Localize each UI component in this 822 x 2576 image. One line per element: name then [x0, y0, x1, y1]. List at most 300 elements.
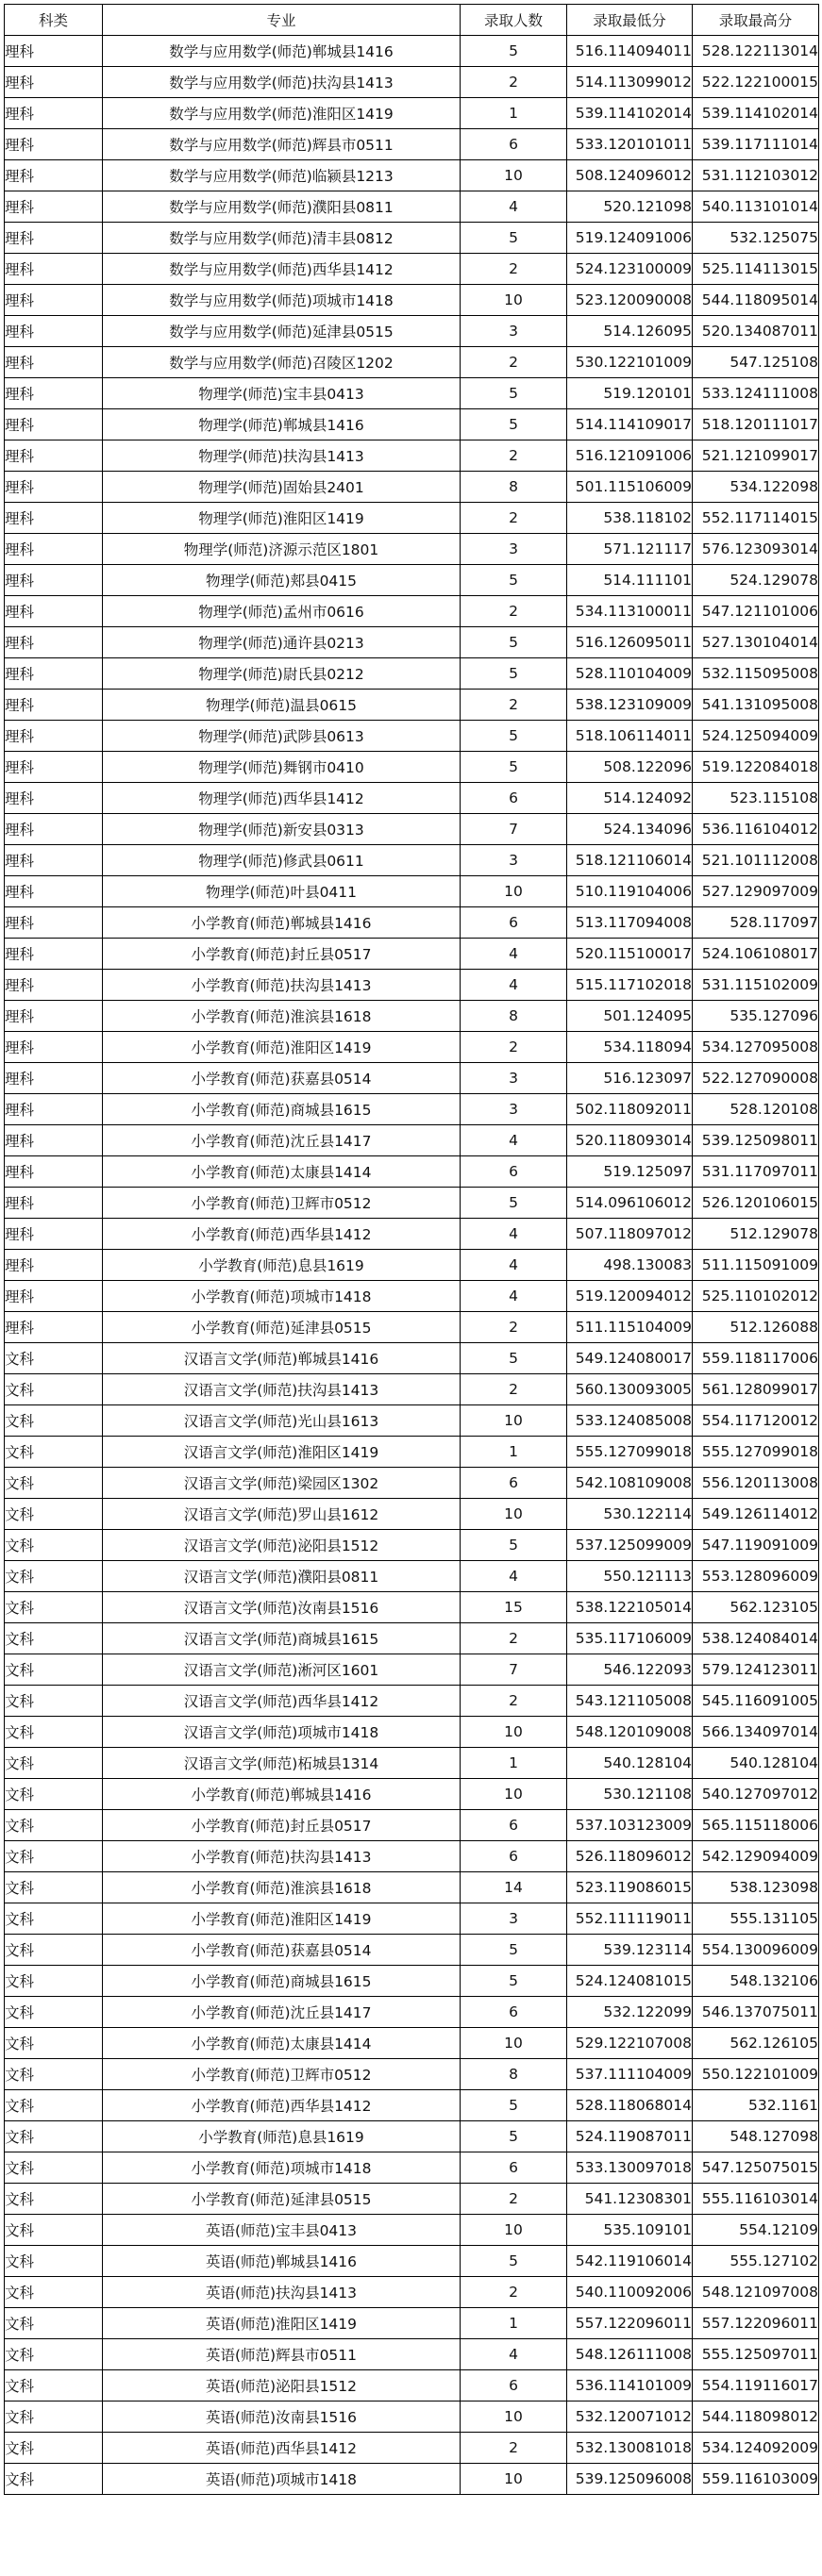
cell-min-score: 537.125099009 [567, 1530, 693, 1561]
cell-max-score: 547.125075015 [693, 2152, 819, 2184]
cell-major: 物理学(师范)修武县0611 [103, 845, 461, 876]
cell-major: 物理学(师范)武陟县0613 [103, 721, 461, 752]
cell-category: 理科 [5, 1063, 103, 1094]
table-row [5, 129, 819, 160]
cell-admitted-count: 5 [461, 2090, 567, 2121]
cell-min-score: 538.122105014 [567, 1592, 693, 1623]
cell-category: 理科 [5, 378, 103, 409]
cell-max-score: 534.124092009 [693, 2433, 819, 2464]
cell-admitted-count: 5 [461, 36, 567, 67]
cell-min-score: 542.119106014 [567, 2246, 693, 2277]
cell-max-score: 550.122101009 [693, 2059, 819, 2090]
cell-min-score: 540.110092006 [567, 2277, 693, 2308]
cell-admitted-count: 10 [461, 876, 567, 907]
cell-min-score: 532.122099 [567, 1997, 693, 2028]
cell-category: 文科 [5, 2433, 103, 2464]
cell-major: 数学与应用数学(师范)召陵区1202 [103, 347, 461, 378]
cell-major: 英语(师范)汝南县1516 [103, 2401, 461, 2433]
cell-major: 物理学(师范)固始县2401 [103, 472, 461, 503]
table-row [5, 409, 819, 440]
cell-max-score: 539.125098011 [693, 1125, 819, 1156]
cell-major: 汉语言文学(师范)商城县1615 [103, 1623, 461, 1654]
table-row [5, 2277, 819, 2308]
cell-major: 小学教育(师范)扶沟县1413 [103, 1841, 461, 1872]
table-row [5, 565, 819, 596]
cell-max-score: 540.113101014 [693, 191, 819, 223]
table-row [5, 939, 819, 970]
cell-max-score: 561.128099017 [693, 1374, 819, 1405]
cell-major: 英语(师范)郸城县1416 [103, 2246, 461, 2277]
cell-major: 汉语言文学(师范)光山县1613 [103, 1405, 461, 1437]
cell-category: 理科 [5, 223, 103, 254]
cell-min-score: 520.118093014 [567, 1125, 693, 1156]
cell-max-score: 520.134087011 [693, 316, 819, 347]
cell-major: 数学与应用数学(师范)扶沟县1413 [103, 67, 461, 98]
cell-major: 物理学(师范)郸城县1416 [103, 409, 461, 440]
cell-min-score: 508.124096012 [567, 160, 693, 191]
cell-max-score: 534.122098 [693, 472, 819, 503]
cell-admitted-count: 10 [461, 2215, 567, 2246]
cell-category: 理科 [5, 596, 103, 627]
table-row [5, 2308, 819, 2339]
cell-max-score: 548.132106 [693, 1966, 819, 1997]
cell-min-score: 519.125097 [567, 1156, 693, 1188]
table-row [5, 2246, 819, 2277]
table-row [5, 472, 819, 503]
cell-max-score: 531.112103012 [693, 160, 819, 191]
cell-min-score: 555.127099018 [567, 1437, 693, 1468]
table-row [5, 627, 819, 658]
cell-major: 物理学(师范)叶县0411 [103, 876, 461, 907]
cell-category: 文科 [5, 1997, 103, 2028]
cell-category: 理科 [5, 627, 103, 658]
table-row [5, 2433, 819, 2464]
cell-category: 文科 [5, 1468, 103, 1499]
cell-category: 理科 [5, 36, 103, 67]
cell-admitted-count: 6 [461, 1156, 567, 1188]
cell-admitted-count: 2 [461, 2277, 567, 2308]
cell-min-score: 532.130081018 [567, 2433, 693, 2464]
cell-major: 物理学(师范)孟州市0616 [103, 596, 461, 627]
cell-major: 汉语言文学(师范)淅河区1601 [103, 1654, 461, 1686]
cell-category: 文科 [5, 2028, 103, 2059]
cell-min-score: 533.130097018 [567, 2152, 693, 2184]
cell-major: 汉语言文学(师范)泌阳县1512 [103, 1530, 461, 1561]
cell-major: 物理学(师范)郏县0415 [103, 565, 461, 596]
cell-major: 英语(师范)宝丰县0413 [103, 2215, 461, 2246]
cell-admitted-count: 15 [461, 1592, 567, 1623]
cell-max-score: 531.117097011 [693, 1156, 819, 1188]
table-row [5, 2059, 819, 2090]
cell-admitted-count: 6 [461, 1997, 567, 2028]
cell-max-score: 544.118098012 [693, 2401, 819, 2433]
table-row [5, 1623, 819, 1654]
cell-admitted-count: 2 [461, 1623, 567, 1654]
cell-min-score: 560.130093005 [567, 1374, 693, 1405]
cell-category: 文科 [5, 1530, 103, 1561]
cell-max-score: 539.114102014 [693, 98, 819, 129]
cell-admitted-count: 5 [461, 378, 567, 409]
cell-category: 文科 [5, 1592, 103, 1623]
cell-max-score: 526.120106015 [693, 1188, 819, 1219]
cell-category: 文科 [5, 2370, 103, 2401]
table-row [5, 98, 819, 129]
cell-major: 物理学(师范)淮阳区1419 [103, 503, 461, 534]
cell-category: 理科 [5, 690, 103, 721]
cell-major: 物理学(师范)尉氏县0212 [103, 658, 461, 690]
cell-min-score: 502.118092011 [567, 1094, 693, 1125]
cell-max-score: 536.116104012 [693, 814, 819, 845]
cell-major: 数学与应用数学(师范)淮阳区1419 [103, 98, 461, 129]
cell-min-score: 528.118068014 [567, 2090, 693, 2121]
table-row [5, 1437, 819, 1468]
cell-max-score: 555.125097011 [693, 2339, 819, 2370]
table-row [5, 347, 819, 378]
table-row [5, 1032, 819, 1063]
cell-max-score: 524.125094009 [693, 721, 819, 752]
cell-min-score: 507.118097012 [567, 1219, 693, 1250]
cell-major: 小学教育(师范)项城市1418 [103, 2152, 461, 2184]
cell-category: 理科 [5, 752, 103, 783]
cell-major: 英语(师范)泌阳县1512 [103, 2370, 461, 2401]
table-row [5, 1125, 819, 1156]
cell-major: 物理学(师范)济源示范区1801 [103, 534, 461, 565]
cell-max-score: 533.124111008 [693, 378, 819, 409]
cell-major: 小学教育(师范)郸城县1416 [103, 1779, 461, 1810]
cell-max-score: 545.116091005 [693, 1686, 819, 1717]
cell-major: 小学教育(师范)沈丘县1417 [103, 1125, 461, 1156]
cell-major: 数学与应用数学(师范)临颍县1213 [103, 160, 461, 191]
cell-min-score: 510.119104006 [567, 876, 693, 907]
table-row [5, 1592, 819, 1623]
cell-major: 小学教育(师范)淮滨县1618 [103, 1001, 461, 1032]
cell-max-score: 534.127095008 [693, 1032, 819, 1063]
admission-score-sheet [0, 4, 822, 2495]
cell-admitted-count: 2 [461, 2433, 567, 2464]
table-row [5, 223, 819, 254]
table-row [5, 1717, 819, 1748]
cell-max-score: 532.125075 [693, 223, 819, 254]
cell-admitted-count: 3 [461, 1063, 567, 1094]
cell-major: 小学教育(师范)延津县0515 [103, 1312, 461, 1343]
cell-max-score: 535.127096 [693, 1001, 819, 1032]
cell-max-score: 559.116103009 [693, 2464, 819, 2495]
cell-admitted-count: 3 [461, 845, 567, 876]
cell-category: 理科 [5, 191, 103, 223]
cell-admitted-count: 4 [461, 1561, 567, 1592]
cell-min-score: 514.124092 [567, 783, 693, 814]
cell-major: 数学与应用数学(师范)辉县市0511 [103, 129, 461, 160]
cell-admitted-count: 14 [461, 1872, 567, 1903]
cell-major: 小学教育(师范)商城县1615 [103, 1094, 461, 1125]
cell-admitted-count: 4 [461, 1250, 567, 1281]
cell-admitted-count: 2 [461, 1374, 567, 1405]
table-row [5, 285, 819, 316]
cell-category: 理科 [5, 565, 103, 596]
cell-admitted-count: 10 [461, 1405, 567, 1437]
cell-min-score: 538.123109009 [567, 690, 693, 721]
cell-category: 理科 [5, 721, 103, 752]
cell-min-score: 508.122096 [567, 752, 693, 783]
cell-category: 理科 [5, 347, 103, 378]
cell-major: 英语(师范)项城市1418 [103, 2464, 461, 2495]
cell-major: 英语(师范)淮阳区1419 [103, 2308, 461, 2339]
cell-min-score: 526.118096012 [567, 1841, 693, 1872]
cell-admitted-count: 2 [461, 690, 567, 721]
cell-min-score: 524.134096 [567, 814, 693, 845]
cell-max-score: 522.122100015 [693, 67, 819, 98]
cell-admitted-count: 1 [461, 2308, 567, 2339]
header-min-score: 录取最低分 [567, 5, 693, 36]
header-major: 专业 [103, 5, 461, 36]
cell-min-score: 519.120101 [567, 378, 693, 409]
table-row [5, 254, 819, 285]
cell-category: 文科 [5, 2215, 103, 2246]
cell-min-score: 537.103123009 [567, 1810, 693, 1841]
cell-category: 文科 [5, 1966, 103, 1997]
table-row [5, 1966, 819, 1997]
cell-min-score: 548.120109008 [567, 1717, 693, 1748]
cell-category: 理科 [5, 1032, 103, 1063]
table-row [5, 2090, 819, 2121]
table-row [5, 67, 819, 98]
cell-category: 文科 [5, 1561, 103, 1592]
cell-min-score: 514.111101 [567, 565, 693, 596]
cell-admitted-count: 1 [461, 1748, 567, 1779]
cell-min-score: 520.115100017 [567, 939, 693, 970]
cell-admitted-count: 6 [461, 783, 567, 814]
table-row [5, 1343, 819, 1374]
cell-max-score: 539.117111014 [693, 129, 819, 160]
cell-category: 理科 [5, 67, 103, 98]
table-row [5, 1281, 819, 1312]
cell-min-score: 523.120090008 [567, 285, 693, 316]
cell-min-score: 518.106114011 [567, 721, 693, 752]
cell-max-score: 521.101112008 [693, 845, 819, 876]
cell-major: 小学教育(师范)获嘉县0514 [103, 1935, 461, 1966]
cell-max-score: 544.118095014 [693, 285, 819, 316]
cell-max-score: 512.126088 [693, 1312, 819, 1343]
cell-major: 小学教育(师范)息县1619 [103, 2121, 461, 2152]
cell-admitted-count: 10 [461, 285, 567, 316]
cell-min-score: 514.114109017 [567, 409, 693, 440]
table-row [5, 1841, 819, 1872]
cell-max-score: 528.122113014 [693, 36, 819, 67]
cell-admitted-count: 10 [461, 160, 567, 191]
table-row [5, 876, 819, 907]
cell-max-score: 546.137075011 [693, 1997, 819, 2028]
table-row [5, 1094, 819, 1125]
cell-max-score: 538.124084014 [693, 1623, 819, 1654]
cell-max-score: 562.123105 [693, 1592, 819, 1623]
cell-max-score: 538.123098 [693, 1872, 819, 1903]
cell-category: 理科 [5, 129, 103, 160]
cell-max-score: 524.129078 [693, 565, 819, 596]
cell-min-score: 571.121117 [567, 534, 693, 565]
cell-admitted-count: 10 [461, 2464, 567, 2495]
cell-admitted-count: 4 [461, 970, 567, 1001]
cell-admitted-count: 4 [461, 1219, 567, 1250]
cell-admitted-count: 3 [461, 534, 567, 565]
table-row [5, 1810, 819, 1841]
cell-category: 理科 [5, 939, 103, 970]
cell-category: 理科 [5, 1250, 103, 1281]
header-max-score: 录取最高分 [693, 5, 819, 36]
cell-admitted-count: 2 [461, 503, 567, 534]
cell-admitted-count: 10 [461, 1779, 567, 1810]
cell-category: 理科 [5, 814, 103, 845]
cell-max-score: 555.127099018 [693, 1437, 819, 1468]
cell-admitted-count: 4 [461, 1281, 567, 1312]
cell-admitted-count: 3 [461, 1094, 567, 1125]
cell-max-score: 527.129097009 [693, 876, 819, 907]
cell-max-score: 541.131095008 [693, 690, 819, 721]
cell-admitted-count: 2 [461, 347, 567, 378]
cell-min-score: 539.125096008 [567, 2464, 693, 2495]
cell-category: 文科 [5, 1374, 103, 1405]
cell-category: 理科 [5, 1156, 103, 1188]
cell-admitted-count: 5 [461, 1343, 567, 1374]
cell-admitted-count: 5 [461, 627, 567, 658]
cell-major: 小学教育(师范)项城市1418 [103, 1281, 461, 1312]
header-admitted-count: 录取人数 [461, 5, 567, 36]
cell-max-score: 518.120111017 [693, 409, 819, 440]
cell-category: 文科 [5, 1935, 103, 1966]
table-row [5, 191, 819, 223]
cell-min-score: 518.121106014 [567, 845, 693, 876]
cell-min-score: 520.121098 [567, 191, 693, 223]
cell-admitted-count: 5 [461, 721, 567, 752]
cell-category: 文科 [5, 1779, 103, 1810]
cell-max-score: 554.119116017 [693, 2370, 819, 2401]
table-row [5, 440, 819, 472]
cell-admitted-count: 2 [461, 440, 567, 472]
cell-admitted-count: 6 [461, 2152, 567, 2184]
cell-admitted-count: 5 [461, 1935, 567, 1966]
cell-max-score: 540.127097012 [693, 1779, 819, 1810]
cell-max-score: 519.122084018 [693, 752, 819, 783]
cell-category: 理科 [5, 658, 103, 690]
cell-max-score: 555.131105 [693, 1903, 819, 1935]
cell-admitted-count: 7 [461, 814, 567, 845]
table-row [5, 1654, 819, 1686]
cell-category: 文科 [5, 2401, 103, 2433]
cell-admitted-count: 2 [461, 1686, 567, 1717]
cell-min-score: 535.117106009 [567, 1623, 693, 1654]
table-row [5, 1903, 819, 1935]
cell-max-score: 548.121097008 [693, 2277, 819, 2308]
table-row [5, 907, 819, 939]
cell-min-score: 530.122101009 [567, 347, 693, 378]
cell-admitted-count: 5 [461, 1966, 567, 1997]
cell-admitted-count: 6 [461, 1468, 567, 1499]
cell-major: 物理学(师范)西华县1412 [103, 783, 461, 814]
cell-admitted-count: 5 [461, 223, 567, 254]
cell-category: 文科 [5, 2339, 103, 2370]
cell-major: 小学教育(师范)卫辉市0512 [103, 1188, 461, 1219]
cell-major: 汉语言文学(师范)西华县1412 [103, 1686, 461, 1717]
cell-max-score: 524.106108017 [693, 939, 819, 970]
cell-max-score: 527.130104014 [693, 627, 819, 658]
cell-admitted-count: 2 [461, 2184, 567, 2215]
cell-admitted-count: 10 [461, 1717, 567, 1748]
cell-min-score: 524.123100009 [567, 254, 693, 285]
cell-min-score: 513.117094008 [567, 907, 693, 939]
cell-admitted-count: 2 [461, 254, 567, 285]
cell-major: 汉语言文学(师范)柘城县1314 [103, 1748, 461, 1779]
cell-category: 文科 [5, 2464, 103, 2495]
cell-max-score: 559.118117006 [693, 1343, 819, 1374]
cell-category: 文科 [5, 2308, 103, 2339]
cell-major: 汉语言文学(师范)项城市1418 [103, 1717, 461, 1748]
cell-admitted-count: 4 [461, 1125, 567, 1156]
table-row [5, 2152, 819, 2184]
table-row [5, 970, 819, 1001]
cell-min-score: 543.121105008 [567, 1686, 693, 1717]
cell-max-score: 547.121101006 [693, 596, 819, 627]
cell-category: 理科 [5, 285, 103, 316]
cell-min-score: 540.128104 [567, 1748, 693, 1779]
cell-admitted-count: 2 [461, 596, 567, 627]
cell-max-score: 553.128096009 [693, 1561, 819, 1592]
cell-category: 理科 [5, 254, 103, 285]
cell-major: 小学教育(师范)太康县1414 [103, 1156, 461, 1188]
table-row [5, 2184, 819, 2215]
cell-max-score: 542.129094009 [693, 1841, 819, 1872]
cell-admitted-count: 5 [461, 658, 567, 690]
table-row [5, 1935, 819, 1966]
cell-category: 文科 [5, 1872, 103, 1903]
cell-category: 文科 [5, 2184, 103, 2215]
cell-major: 汉语言文学(师范)扶沟县1413 [103, 1374, 461, 1405]
table-row [5, 1374, 819, 1405]
cell-min-score: 541.12308301 [567, 2184, 693, 2215]
cell-major: 汉语言文学(师范)淮阳区1419 [103, 1437, 461, 1468]
cell-major: 小学教育(师范)西华县1412 [103, 2090, 461, 2121]
cell-major: 小学教育(师范)延津县0515 [103, 2184, 461, 2215]
cell-max-score: 576.123093014 [693, 534, 819, 565]
cell-min-score: 498.130083 [567, 1250, 693, 1281]
cell-max-score: 540.128104 [693, 1748, 819, 1779]
table-row [5, 378, 819, 409]
cell-min-score: 515.117102018 [567, 970, 693, 1001]
cell-max-score: 547.125108 [693, 347, 819, 378]
cell-min-score: 501.124095 [567, 1001, 693, 1032]
cell-major: 汉语言文学(师范)郸城县1416 [103, 1343, 461, 1374]
cell-category: 理科 [5, 876, 103, 907]
cell-admitted-count: 4 [461, 2339, 567, 2370]
cell-min-score: 535.109101 [567, 2215, 693, 2246]
cell-admitted-count: 7 [461, 1654, 567, 1686]
table-row [5, 2028, 819, 2059]
cell-admitted-count: 2 [461, 1032, 567, 1063]
cell-category: 文科 [5, 1686, 103, 1717]
cell-min-score: 537.111104009 [567, 2059, 693, 2090]
table-row [5, 1312, 819, 1343]
cell-category: 理科 [5, 1188, 103, 1219]
cell-max-score: 522.127090008 [693, 1063, 819, 1094]
cell-min-score: 549.124080017 [567, 1343, 693, 1374]
cell-min-score: 534.113100011 [567, 596, 693, 627]
cell-min-score: 552.111119011 [567, 1903, 693, 1935]
cell-major: 小学教育(师范)淮阳区1419 [103, 1032, 461, 1063]
cell-category: 文科 [5, 2059, 103, 2090]
cell-min-score: 546.122093 [567, 1654, 693, 1686]
cell-category: 理科 [5, 970, 103, 1001]
cell-admitted-count: 10 [461, 1499, 567, 1530]
cell-min-score: 519.124091006 [567, 223, 693, 254]
cell-category: 文科 [5, 1841, 103, 1872]
